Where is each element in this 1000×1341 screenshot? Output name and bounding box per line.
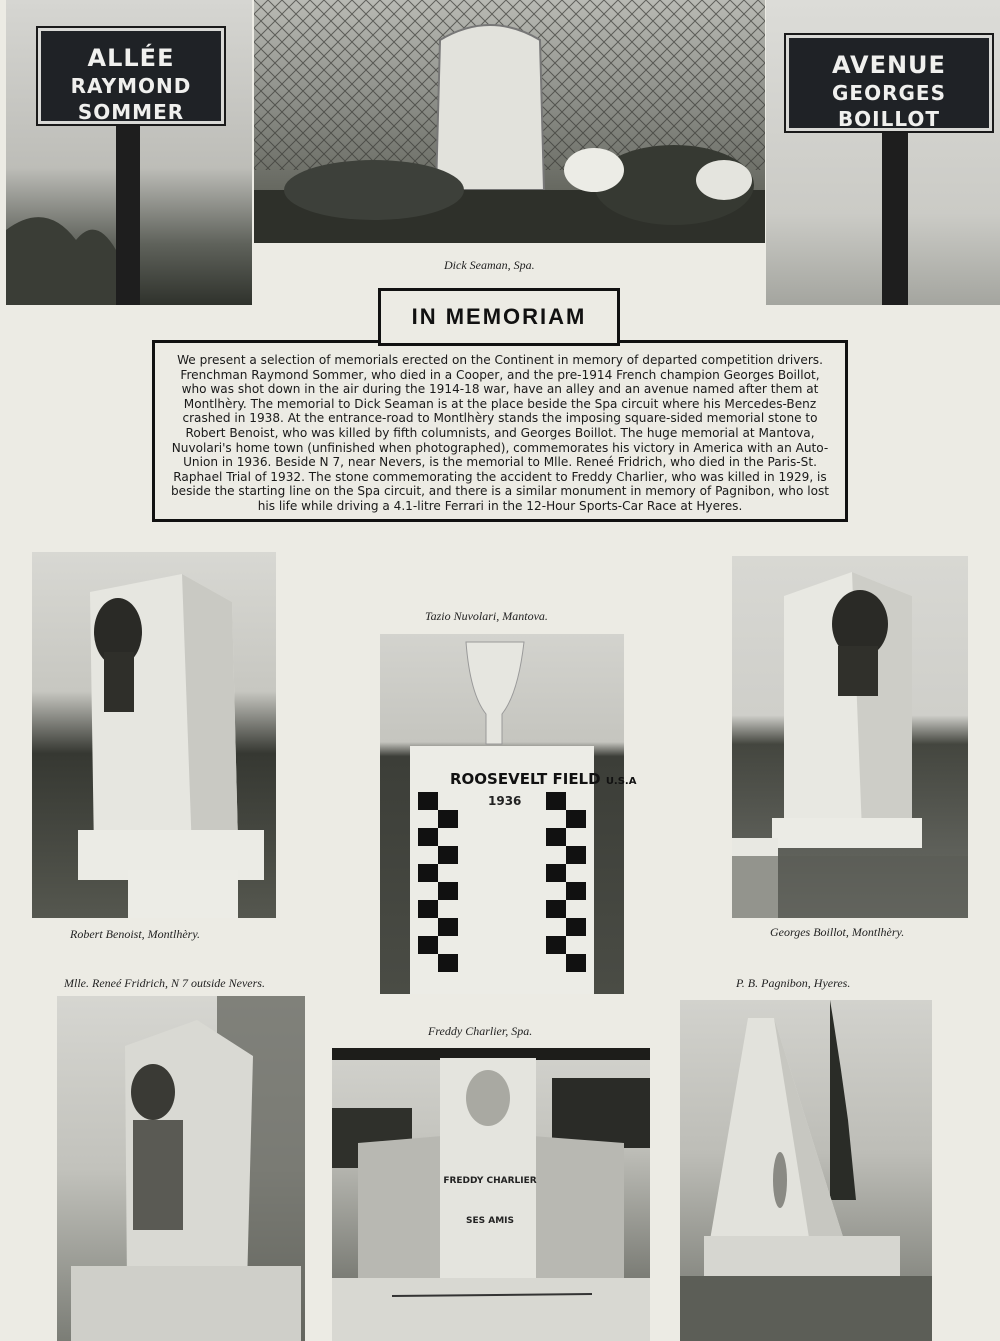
- charlier-scene: [332, 1048, 650, 1341]
- caption-robert-benoist: Robert Benoist, Montlhèry.: [70, 927, 200, 941]
- charlier-name: FREDDY CHARLIER: [443, 1176, 537, 1186]
- sign-boillot-line1: AVENUE: [832, 51, 946, 79]
- pagnibon-scene: [680, 1000, 932, 1341]
- photo-dick-seaman: [254, 0, 765, 243]
- nuvolari-scene: [380, 634, 624, 994]
- nuvolari-year: 1936: [488, 794, 522, 808]
- intro-paragraph: We present a selection of memorials erected on the Continent in memory of departed competition drivers. Frenchman Raymond Sommer, who died in a Cooper, and the pre-1914 French champion Georges Boillot, who was shot down in the air during the 1914-18 war, have an alley and an avenue named after them at Montlhèry. The memorial to Dick Seaman is at the place beside the Spa circuit where his Mercedes-Benz crashed in 1938. At the entrance-road to Montlhèry stands the imposing square-sided memorial stone to Robert Benoist, who was killed by fifth columnists, and Georges Boillot. The huge memorial at Mantova, Nuvolari's home town (unfinished when photographed), commemorates his victory in America with an Auto-Union in 1936. Beside N 7, near Nevers, is the memorial to Mlle. Reneé Fridrich, who died in the Paris-St. Raphael Trial of 1932. The stone commemorating the accident to Freddy Charlier, who was killed in 1929, is beside the starting line on the Spa circuit, and there is a similar monument in memory of Pagnibon, who lost his life while driving a 4.1-litre Ferrari in the 12-Hour Sports-Car Race at Hyeres.: [170, 353, 830, 513]
- photo-pagnibon: [680, 1000, 932, 1341]
- photo-georges-boillot: [732, 556, 968, 918]
- charlier-amis: SES AMIS: [466, 1216, 514, 1226]
- sign-sommer-line1: ALLÉE: [87, 44, 175, 72]
- photo-renee-fridrich: [57, 996, 305, 1341]
- caption-pagnibon: P. B. Pagnibon, Hyeres.: [736, 976, 851, 990]
- sign-georges-boillot: [786, 35, 992, 131]
- nuvolari-usa: U.S.A: [605, 776, 637, 787]
- nuvolari-banner-text: [450, 770, 636, 788]
- benoist-scene: [32, 552, 276, 918]
- boillot-scene: [732, 556, 968, 918]
- photo-tazio-nuvolari: [380, 634, 637, 994]
- caption-georges-boillot: Georges Boillot, Montlhèry.: [770, 925, 905, 939]
- sign-boillot-line2: GEORGES BOILLOT: [832, 81, 946, 131]
- sign-raymond-sommer: [38, 28, 224, 124]
- caption-renee-fridrich: Mlle. Reneé Fridrich, N 7 outside Nevers.: [64, 976, 265, 990]
- sign-sommer-line2: RAYMOND SOMMER: [70, 74, 192, 124]
- intro-text-box: [152, 340, 848, 522]
- photo-robert-benoist: [32, 552, 276, 918]
- nuvolari-banner: ROOSEVELT FIELD: [450, 770, 601, 788]
- page-title: IN MEMORIAM: [378, 288, 620, 346]
- fridrich-scene: [57, 996, 305, 1341]
- caption-dick-seaman: Dick Seaman, Spa.: [444, 258, 535, 272]
- photo-freddy-charlier: [332, 1048, 650, 1341]
- caption-tazio-nuvolari: Tazio Nuvolari, Mantova.: [425, 609, 548, 623]
- seaman-scene: [254, 0, 765, 243]
- caption-freddy-charlier: Freddy Charlier, Spa.: [428, 1024, 533, 1038]
